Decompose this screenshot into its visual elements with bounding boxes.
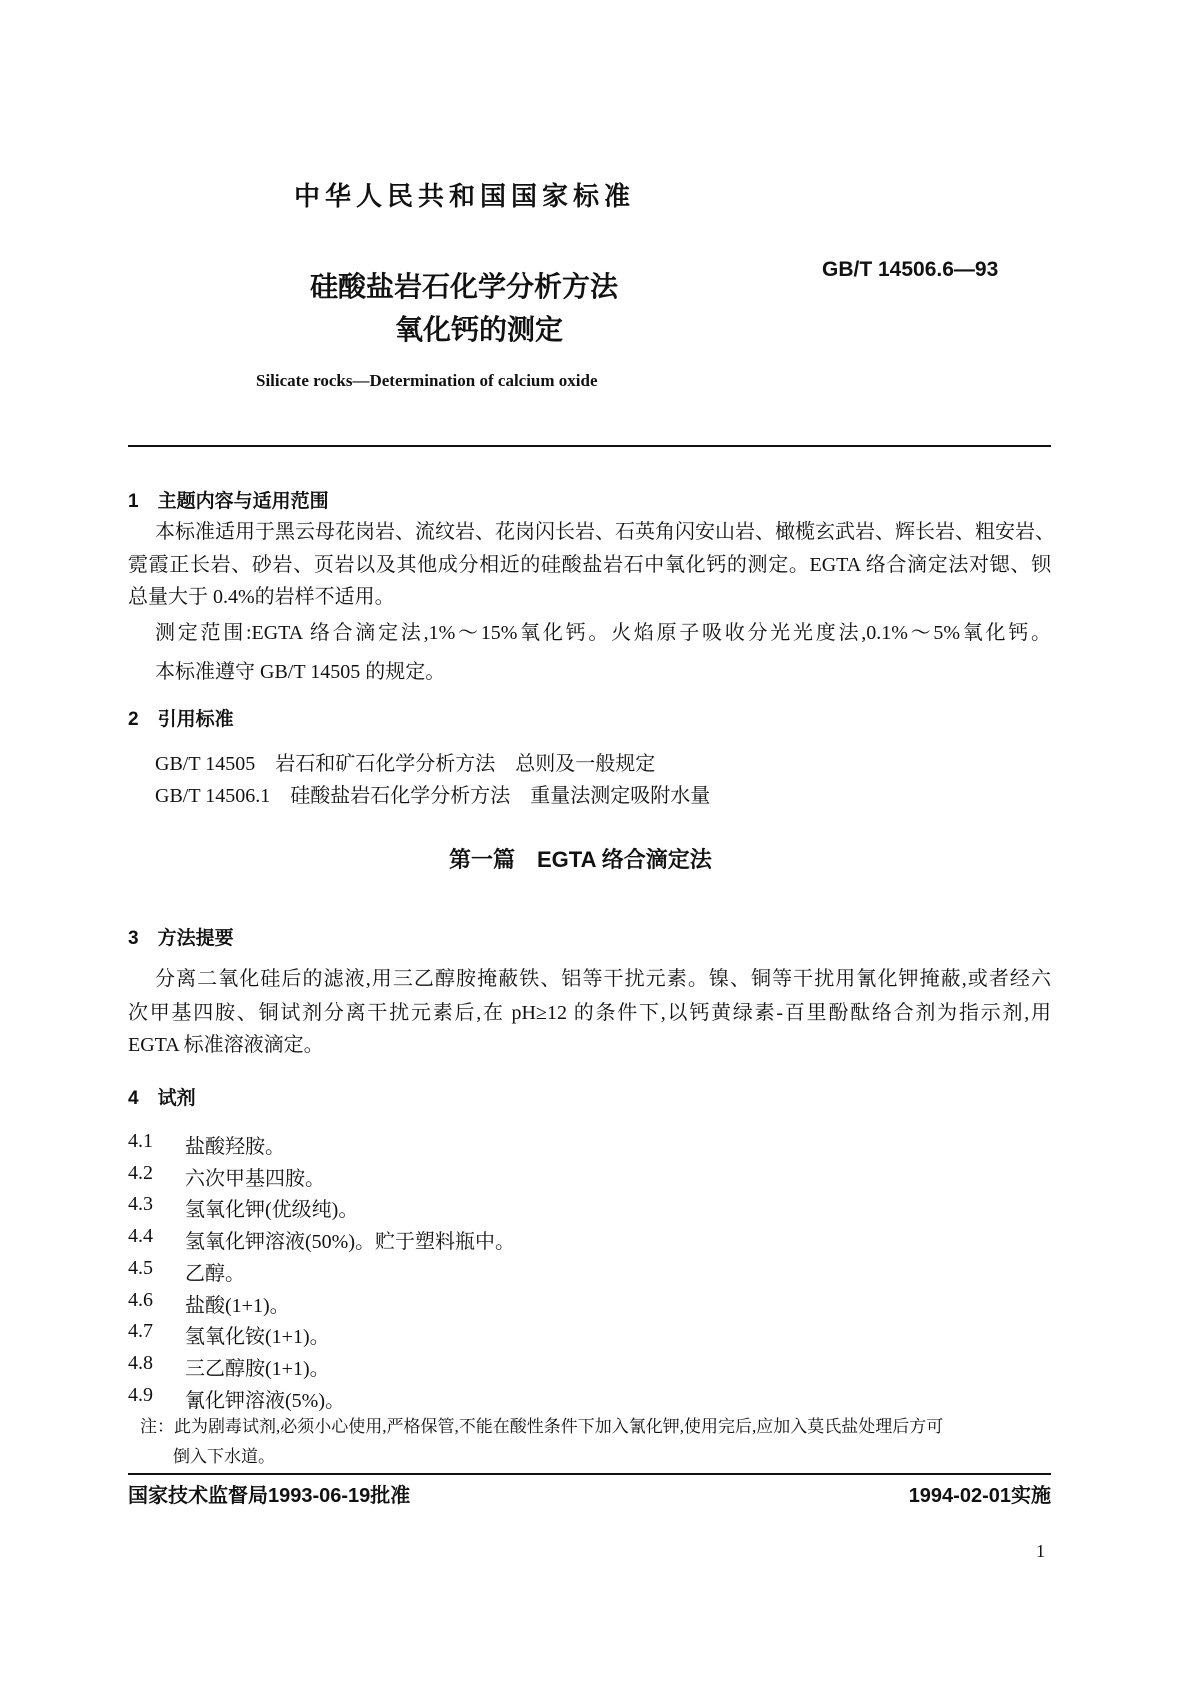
reagent-text: 乙醇。 (185, 1262, 245, 1285)
standard-number: GB/T 14506.6—93 (822, 258, 999, 281)
section3-line: 分离二氧化硅后的滤液,用三乙醇胺掩蔽铁、铝等干扰元素。镍、铜等干扰用氰化钾掩蔽,或者经六 (155, 968, 1051, 990)
title-line1: 硅酸盐岩石化学分析方法 (310, 271, 619, 302)
section3-line: EGTA 标准溶液滴定。 (128, 1034, 324, 1056)
reference-item: GB/T 14505 岩石和矿石化学分析方法 总则及一般规定 (155, 753, 656, 775)
reagent-text: 六次甲基四胺。 (185, 1167, 325, 1190)
reagent-number: 4.1 (128, 1130, 153, 1152)
reagent-text: 氢氧化钾溶液(50%)。贮于塑料瓶中。 (185, 1231, 515, 1254)
section2-heading: 2 引用标准 (128, 709, 234, 730)
national-standard-label: 中华人民共和国国家标准 (294, 181, 636, 211)
effective-date: 1994-02-01实施 (908, 1485, 1051, 1507)
page-number: 1 (1036, 1541, 1045, 1561)
header-rule (128, 445, 1051, 447)
footer-rule (128, 1473, 1051, 1475)
reagent-text: 盐酸羟胺。 (185, 1136, 285, 1158)
reference-item: GB/T 14506.1 硅酸盐岩石化学分析方法 重量法测定吸附水量 (155, 785, 711, 807)
reagent-text: 氢氧化铵(1+1)。 (185, 1326, 330, 1349)
section1-line: 总量大于 0.4%的岩样不适用。 (128, 586, 395, 608)
part1-title: 第一篇 EGTA 络合滴定法 (449, 847, 712, 872)
section1-line: 测定范围:EGTA 络合滴定法,1%～15%氧化钙。火焰原子吸收分光光度法,0.1%～5%氧化钙。 (155, 622, 1051, 644)
section3-heading: 3 方法提要 (128, 928, 234, 949)
reagent-text: 盐酸(1+1)。 (185, 1294, 290, 1317)
reagent-number: 4.6 (128, 1288, 153, 1311)
note-line1: 注：此为剧毒试剂,必须小心使用,严格保管,不能在酸性条件下加入氰化钾,使用完后,应加入莫氏盐处理后方可 (140, 1417, 944, 1436)
reagent-text: 三乙醇胺(1+1)。 (185, 1357, 330, 1380)
note-line2: 倒入下水道。 (173, 1447, 275, 1466)
reagent-number: 4.9 (128, 1383, 153, 1406)
section1-line: 本标准遵守 GB/T 14505 的规定。 (155, 661, 446, 683)
reagent-number: 4.8 (128, 1351, 153, 1374)
reagent-number: 4.5 (128, 1256, 153, 1279)
reagent-text: 氰化钾溶液(5%)。 (185, 1389, 345, 1412)
reagent-number: 4.4 (128, 1225, 153, 1248)
reagent-text: 氢氧化钾(优级纯)。 (185, 1199, 359, 1222)
section1-line: 霓霞正长岩、砂岩、页岩以及其他成分相近的硅酸盐岩石中氧化钙的测定。EGTA 络合滴定法对锶、钡 (128, 554, 1051, 576)
reagent-number: 4.7 (128, 1320, 153, 1343)
section1-line: 本标准适用于黑云母花岗岩、流纹岩、花岗闪长岩、石英角闪安山岩、橄榄玄武岩、辉长岩、粗安岩、 (155, 521, 1055, 543)
section1-heading: 1 主题内容与适用范围 (128, 491, 329, 512)
approval-date: 国家技术监督局1993-06-19批准 (128, 1485, 411, 1507)
reagent-number: 4.2 (128, 1161, 153, 1184)
english-title: Silicate rocks—Determination of calcium oxide (256, 371, 598, 390)
section3-line: 次甲基四胺、铜试剂分离干扰元素后,在 pH≥12 的条件下,以钙黄绿素-百里酚酞络合剂为指示剂,用 (128, 1002, 1051, 1024)
section4-heading: 4 试剂 (128, 1088, 196, 1109)
title-line2: 氧化钙的测定 (395, 314, 564, 345)
reagent-number: 4.3 (128, 1193, 153, 1216)
